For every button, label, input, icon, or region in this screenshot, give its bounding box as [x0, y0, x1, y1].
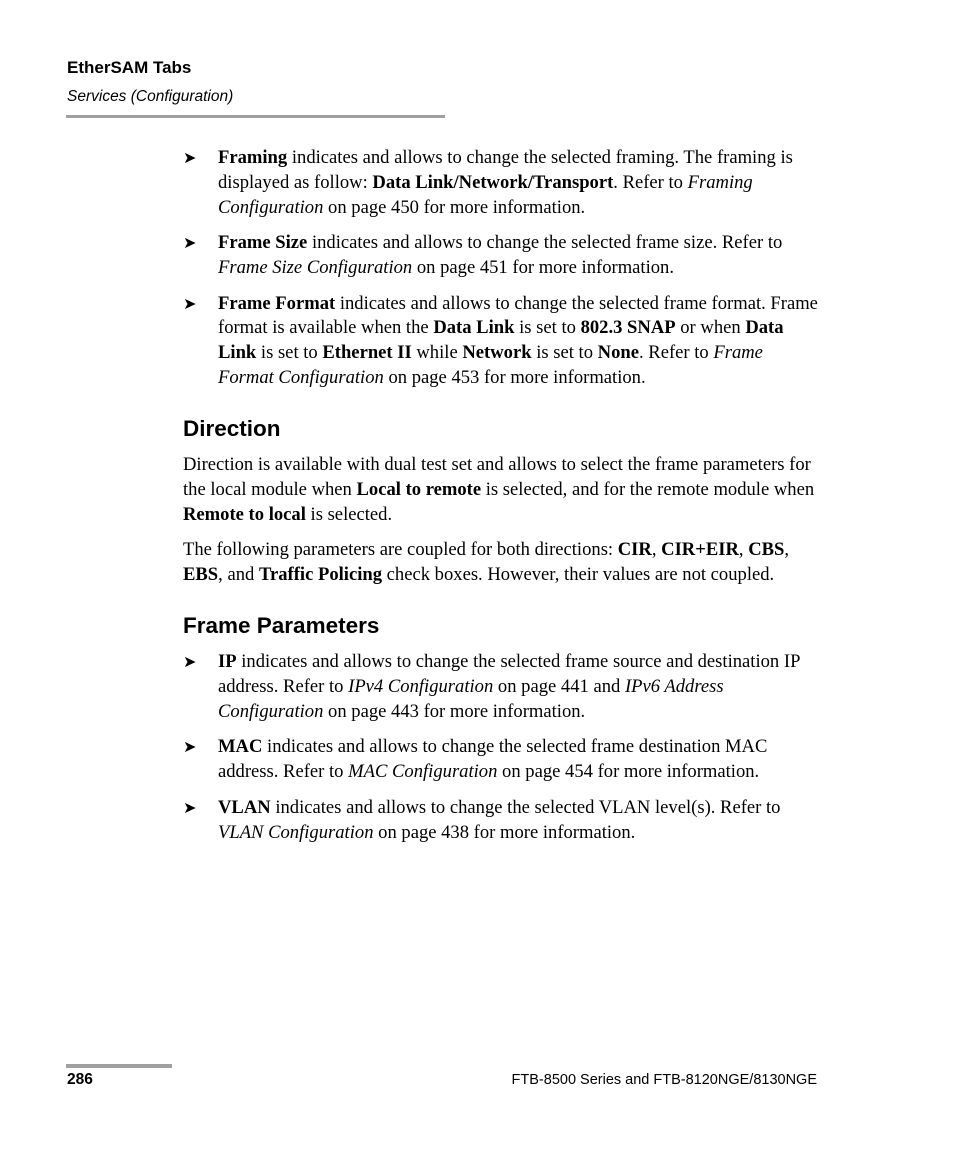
- bold-term: Data Link/Network/Transport: [372, 171, 614, 193]
- text-run: indicates and allows to change the selected frame destination MAC address. Refer to: [218, 736, 768, 783]
- cross-reference: MAC Configuration: [348, 761, 498, 783]
- text-run: indicates and allows to change the selected framing. The framing is displayed as follow:: [218, 147, 793, 193]
- section-heading-direction: Direction: [183, 416, 281, 442]
- bold-term: Local to remote: [356, 479, 482, 501]
- bullet-frame-size: [183, 231, 823, 281]
- text-run: on page 450 for more information.: [323, 196, 586, 218]
- bold-term: EBS: [183, 564, 219, 586]
- bullet-mac: [183, 735, 823, 785]
- text-run: ,: [738, 539, 749, 561]
- bold-term: Network: [462, 342, 532, 364]
- text-run: indicates and allows to change the selected frame size. Refer to: [307, 232, 783, 254]
- direction-coupled-paragraph: [183, 538, 823, 588]
- text-run: on page 443 for more information.: [323, 701, 586, 722]
- page-number: 286: [67, 1071, 93, 1088]
- text-run: is selected, and for the remote module when: [481, 479, 815, 501]
- text-run: while: [411, 342, 463, 364]
- cross-reference: IPv6 Address Configuration: [218, 676, 724, 722]
- bold-term: Data Link: [433, 317, 515, 339]
- frame-parameters-bullet-list: [183, 650, 823, 845]
- text-run: on page 453 for more information.: [383, 367, 646, 389]
- bullet-arrow-icon: ➤: [183, 295, 197, 313]
- cross-reference: VLAN Configuration: [218, 821, 374, 843]
- text-run: indicates and allows to change the selected frame format. Frame format is available when the: [218, 292, 818, 339]
- bold-term: 802.3 SNAP: [580, 317, 676, 339]
- text-run: on page 454 for more information.: [497, 761, 760, 783]
- direction-paragraph: [183, 453, 823, 528]
- bold-term: Traffic Policing: [258, 564, 383, 586]
- text-run: on page 438 for more information.: [373, 821, 636, 843]
- bullet-vlan: [183, 796, 823, 846]
- bold-term: CIR+EIR: [661, 539, 739, 561]
- cross-reference: Frame Format Configuration: [218, 342, 763, 389]
- text-run: is set to: [256, 342, 323, 364]
- running-header-title: EtherSAM Tabs: [67, 58, 192, 77]
- text-run: check boxes. However, their values are not coupled.: [382, 564, 775, 586]
- bold-term: VLAN: [218, 796, 271, 818]
- text-run: The following parameters are coupled for both directions:: [183, 539, 618, 561]
- bullet-arrow-icon: ➤: [183, 654, 197, 672]
- bold-term: Data Link: [218, 317, 784, 364]
- running-header-subtitle: Services (Configuration): [67, 88, 234, 105]
- bullet-text: [218, 232, 782, 278]
- cross-reference: IPv4 Configuration: [348, 676, 494, 698]
- text-run: is set to: [514, 317, 581, 339]
- text-run: , and: [218, 564, 259, 586]
- bold-term: CIR: [617, 539, 652, 561]
- bold-term: Ethernet II: [322, 342, 412, 364]
- text-run: . Refer to: [639, 342, 714, 364]
- text-run: ,: [784, 539, 790, 561]
- bold-term: Frame Size: [218, 232, 308, 254]
- text-run: . Refer to: [613, 171, 688, 193]
- text-run: or when: [675, 317, 746, 339]
- bullet-text: [218, 293, 818, 389]
- bullet-arrow-icon: ➤: [183, 739, 197, 757]
- text-run: on page 441 and: [493, 676, 625, 698]
- text-run: indicates and allows to change the selected VLAN level(s). Refer to: [270, 796, 781, 818]
- section-heading-frame-parameters: Frame Parameters: [183, 613, 380, 639]
- text-run: ,: [651, 539, 662, 561]
- cross-reference: Framing Configuration: [218, 171, 753, 218]
- bullet-ip: [183, 650, 823, 725]
- footer-rule: [66, 1064, 172, 1068]
- text-run: is set to: [531, 342, 598, 364]
- text-run: is selected.: [305, 503, 393, 525]
- bold-term: Framing: [218, 147, 288, 168]
- bullet-text: [218, 651, 800, 722]
- header-rule: [66, 115, 445, 118]
- footer-product-name: FTB-8500 Series and FTB-8120NGE/8130NGE: [511, 1072, 817, 1088]
- intro-bullet-list: [183, 146, 823, 391]
- bold-term: CBS: [748, 539, 785, 561]
- cross-reference: Frame Size Configuration: [218, 257, 413, 279]
- bullet-text: [218, 797, 780, 843]
- text-run: indicates and allows to change the selected frame source and destination IP address. Refer to: [218, 651, 800, 698]
- bold-term: IP: [218, 651, 237, 673]
- text-run: on page 451 for more information.: [412, 257, 674, 279]
- bold-term: Frame Format: [218, 292, 336, 314]
- bullet-text: [218, 736, 767, 782]
- bullet-frame-format: [183, 292, 823, 392]
- bold-term: MAC: [218, 736, 263, 758]
- page-body: [183, 146, 823, 856]
- text-run: Direction is available with dual test set and allows to select the frame parameters for the local module when: [183, 454, 811, 501]
- bullet-text: [218, 147, 793, 218]
- bullet-framing: [183, 146, 823, 221]
- bullet-arrow-icon: ➤: [183, 799, 197, 817]
- bullet-arrow-icon: ➤: [183, 235, 197, 253]
- bold-term: Remote to local: [183, 503, 306, 525]
- bold-term: None: [597, 342, 639, 364]
- bullet-arrow-icon: ➤: [183, 150, 197, 167]
